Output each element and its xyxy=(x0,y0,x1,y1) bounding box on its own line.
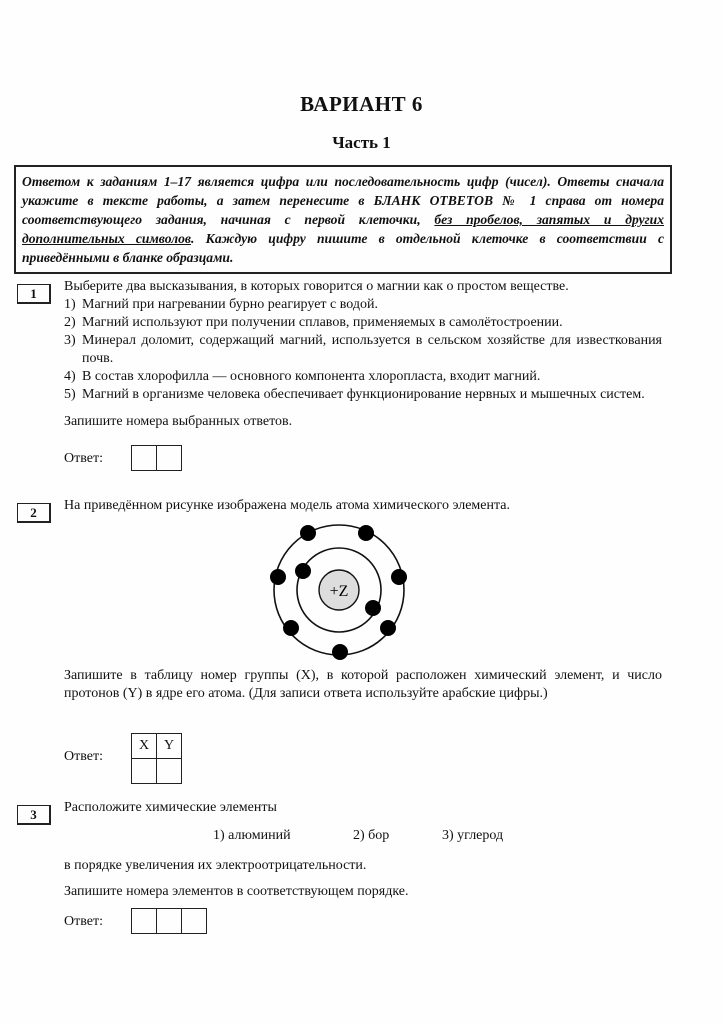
option-1: 1) Магний при нагревании бурно реагирует с водой. xyxy=(64,297,378,312)
option-5: 5) Магний в организме человека обеспечивает функционирование нервных и мышечных систем. xyxy=(64,387,645,402)
element-3: 3) углерод xyxy=(442,828,504,843)
answer-cells-3[interactable] xyxy=(132,908,207,934)
atom-model xyxy=(260,515,420,665)
question-3-instruction: Запишите номера элементов в соответствующем порядке. xyxy=(64,884,409,899)
question-2-text: На приведённом рисунке изображена модель атома химического элемента. xyxy=(64,498,510,513)
question-1-instruction: Запишите номера выбранных ответов. xyxy=(64,414,293,429)
answer-cells-1[interactable] xyxy=(132,445,182,471)
answer-cell[interactable] xyxy=(156,445,182,471)
instructions-text: Ответом к заданиям 1–17 является цифра или последовательность цифр (чисел). Ответы сначала укажите в тексте работы, а затем перенесите в БЛАНК ОТВЕТОВ № 1 справа от номера соответствующего задания, начиная с первой клеточки, xyxy=(22,174,664,227)
answer-cell[interactable] xyxy=(181,908,207,934)
element-2: 2) бор xyxy=(353,828,390,843)
question-3-text: Расположите химические элементы xyxy=(64,800,277,815)
part-title: Часть 1 xyxy=(332,133,391,152)
element-1: 1) алюминий xyxy=(213,828,291,843)
answer-cell[interactable] xyxy=(131,908,157,934)
answer-label-1: Ответ: xyxy=(64,451,103,466)
answer-label-3: Ответ: xyxy=(64,914,103,929)
answer-label-2: Ответ: xyxy=(64,749,103,764)
answer-cell-x[interactable] xyxy=(131,758,157,784)
column-x: X xyxy=(131,733,157,759)
question-number-2: 2 xyxy=(17,503,51,523)
answer-table-2[interactable] xyxy=(132,733,182,784)
question-number-1: 1 xyxy=(17,284,51,304)
answer-cell[interactable] xyxy=(131,445,157,471)
variant-title: ВАРИАНТ 6 xyxy=(300,92,423,116)
instructions-underlined: без пробелов, запятых и других дополнительных символов xyxy=(22,212,664,246)
question-3-order: в порядке увеличения их электроотрицательности. xyxy=(64,858,367,873)
instructions-box xyxy=(14,165,672,274)
option-3: 3) Минерал доломит, содержащий магний, используется в сельском хозяйстве для известкования почв. xyxy=(64,333,662,366)
question-1-text: Выберите два высказывания, в которых говорится о магнии как о простом веществе. xyxy=(64,279,569,294)
instructions-text-end: . Каждую цифру пишите в отдельной клеточке в соответствии с приведёнными в бланке образцами. xyxy=(22,231,664,265)
option-2: 2) Магний используют при получении сплавов, применяемых в самолётостроении. xyxy=(64,315,563,330)
nucleus-label: +Z xyxy=(329,583,349,600)
question-number-3: 3 xyxy=(17,805,51,825)
option-4: 4) В состав хлорофилла — основного компонента хлоропласта, входит магний. xyxy=(64,369,541,384)
answer-cell[interactable] xyxy=(156,908,182,934)
column-y: Y xyxy=(156,733,182,759)
question-1 xyxy=(64,278,662,431)
question-2-instruction: Запишите в таблицу номер группы (X), в которой расположен химический элемент, и число протонов (Y) в ядре его атома. (Для записи ответа используйте арабские цифры.) xyxy=(64,668,662,701)
answer-cell-y[interactable] xyxy=(156,758,182,784)
